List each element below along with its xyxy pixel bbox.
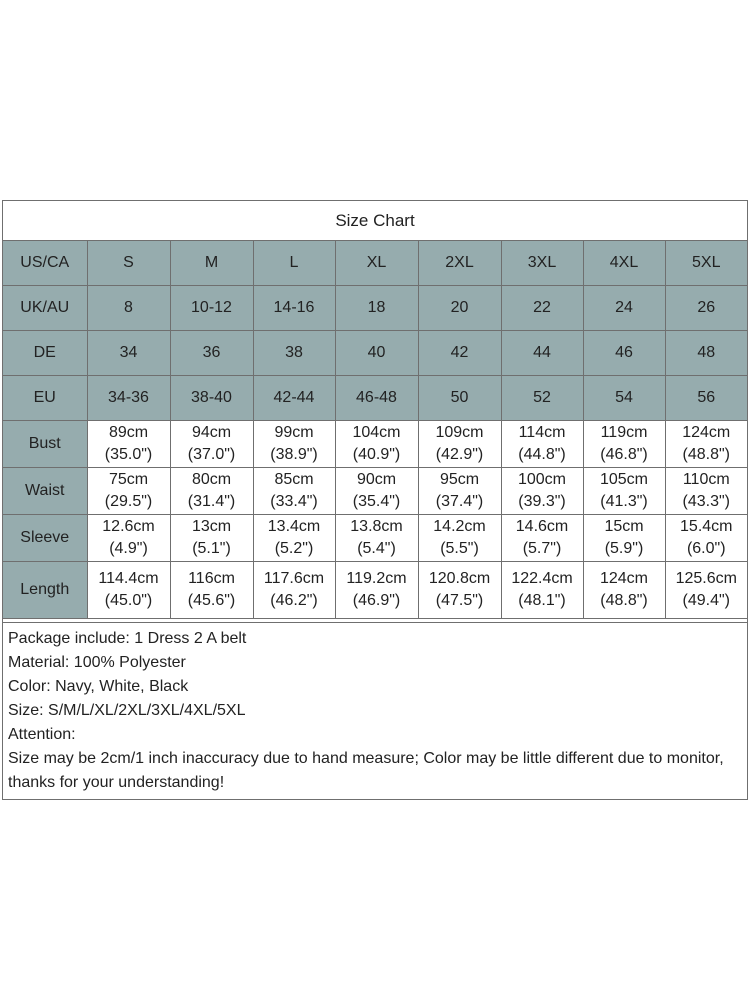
row-label: DE — [3, 331, 87, 376]
size-row — [3, 241, 747, 286]
size-cell: S — [87, 241, 170, 286]
cm-value: 94cm — [191, 424, 232, 441]
row-label: US/CA — [3, 241, 87, 286]
measure-cell — [665, 562, 747, 619]
size-row — [3, 286, 747, 331]
inch-value: (5.5") — [440, 540, 479, 557]
size-cell: 48 — [665, 331, 747, 376]
size-cell: 34 — [87, 331, 170, 376]
product-notes — [3, 622, 747, 795]
measure-cell — [665, 421, 747, 468]
size-cell: 26 — [665, 286, 747, 331]
size-row — [3, 376, 747, 421]
size-cell: 38 — [253, 331, 335, 376]
measure-cell — [253, 562, 335, 619]
measure-cell — [501, 562, 583, 619]
measure-cell — [665, 515, 747, 562]
size-cell: 14-16 — [253, 286, 335, 331]
attention-text: Size may be 2cm/1 inch inaccuracy due to hand measure; Color may be little different due to monitor, thanks for your understanding! — [8, 750, 724, 791]
measure-cell — [87, 421, 170, 468]
cm-value: 14.2cm — [433, 518, 486, 535]
row-label: Bust — [3, 421, 87, 468]
size-cell: 40 — [335, 331, 418, 376]
size-cell: 24 — [583, 286, 665, 331]
inch-value: (46.9") — [352, 592, 401, 609]
cm-value: 13.4cm — [267, 518, 321, 535]
inch-value: (48.8") — [600, 592, 648, 609]
inch-value: (37.0") — [187, 446, 236, 463]
cm-value: 89cm — [108, 424, 149, 441]
size-cell: 54 — [583, 376, 665, 421]
inch-value: (48.1") — [518, 592, 566, 609]
cm-value: 15cm — [604, 518, 644, 535]
measure-cell — [335, 515, 418, 562]
inch-value: (45.0") — [104, 592, 153, 609]
row-label: EU — [3, 376, 87, 421]
inch-value: (29.5") — [104, 493, 153, 510]
size-cell: 10-12 — [170, 286, 253, 331]
cm-value: 114cm — [518, 424, 566, 441]
inch-value: (37.4") — [435, 493, 484, 510]
measure-cell — [170, 562, 253, 619]
inch-value: (35.4") — [352, 493, 401, 510]
cm-value: 12.6cm — [102, 518, 155, 535]
inch-value: (5.1") — [192, 540, 231, 557]
cm-value: 117.6cm — [263, 570, 325, 587]
measure-cell — [170, 468, 253, 515]
measure-row — [3, 562, 747, 619]
measure-cell — [501, 468, 583, 515]
measure-cell — [253, 468, 335, 515]
measure-cell — [418, 562, 501, 619]
inch-value: (49.4") — [682, 592, 730, 609]
size-cell: 4XL — [583, 241, 665, 286]
cm-value: 15.4cm — [680, 518, 733, 535]
cm-value: 114.4cm — [98, 570, 159, 587]
cm-value: 80cm — [191, 471, 232, 488]
size-cell: 18 — [335, 286, 418, 331]
inch-value: (5.7") — [522, 540, 562, 557]
measure-cell — [253, 421, 335, 468]
measure-cell — [583, 515, 665, 562]
size-cell: L — [253, 241, 335, 286]
size-cell: 36 — [170, 331, 253, 376]
inch-value: (4.9") — [109, 540, 148, 557]
cm-value: 75cm — [108, 471, 149, 488]
cm-value: 110cm — [682, 471, 730, 488]
measure-row — [3, 515, 747, 562]
inch-value: (39.3") — [518, 493, 566, 510]
row-label: Length — [3, 562, 87, 619]
size-cell: 5XL — [665, 241, 747, 286]
inch-value: (44.8") — [518, 446, 566, 463]
measure-cell — [665, 468, 747, 515]
inch-value: (5.2") — [274, 540, 314, 557]
cm-value: 116cm — [188, 570, 235, 587]
size-cell: 3XL — [501, 241, 583, 286]
size-cell: XL — [335, 241, 418, 286]
size-table — [3, 241, 747, 619]
row-label: Sleeve — [3, 515, 87, 562]
measure-cell — [170, 515, 253, 562]
measure-cell — [87, 515, 170, 562]
measure-cell — [170, 421, 253, 468]
inch-value: (43.3") — [682, 493, 730, 510]
measure-cell — [501, 421, 583, 468]
inch-value: (6.0") — [686, 540, 726, 557]
size-cell: 46-48 — [335, 376, 418, 421]
row-label: Waist — [3, 468, 87, 515]
inch-value: (5.4") — [357, 540, 396, 557]
size-cell: 52 — [501, 376, 583, 421]
inch-value: (40.9") — [352, 446, 401, 463]
package-note: Package include: 1 Dress 2 A belt — [8, 630, 247, 647]
measure-cell — [583, 562, 665, 619]
cm-value: 90cm — [356, 471, 397, 488]
size-cell: 8 — [87, 286, 170, 331]
size-cell: 42-44 — [253, 376, 335, 421]
inch-value: (48.8") — [682, 446, 730, 463]
cm-value: 125.6cm — [675, 570, 737, 587]
size-cell: 46 — [583, 331, 665, 376]
cm-value: 119cm — [600, 424, 648, 441]
cm-value: 13.8cm — [350, 518, 403, 535]
measure-cell — [335, 468, 418, 515]
measure-cell — [583, 421, 665, 468]
cm-value: 14.6cm — [515, 518, 569, 535]
inch-value: (47.5") — [435, 592, 484, 609]
measure-cell — [418, 468, 501, 515]
cm-value: 85cm — [274, 471, 314, 488]
size-cell: 34-36 — [87, 376, 170, 421]
size-cell: 20 — [418, 286, 501, 331]
cm-value: 109cm — [435, 424, 484, 441]
measure-cell — [583, 468, 665, 515]
attention-label: Attention: — [8, 726, 76, 743]
measure-row — [3, 421, 747, 468]
size-cell: 22 — [501, 286, 583, 331]
cm-value: 124cm — [682, 424, 731, 441]
cm-value: 99cm — [274, 424, 314, 441]
cm-value: 119.2cm — [346, 570, 407, 587]
measure-row — [3, 468, 747, 515]
cm-value: 105cm — [599, 471, 649, 488]
inch-value: (46.2") — [270, 592, 318, 609]
measure-cell — [335, 562, 418, 619]
cm-value: 104cm — [352, 424, 401, 441]
measure-cell — [418, 421, 501, 468]
inch-value: (5.9") — [604, 540, 644, 557]
measure-cell — [253, 515, 335, 562]
size-cell: 50 — [418, 376, 501, 421]
inch-value: (45.6") — [187, 592, 236, 609]
measure-cell — [501, 515, 583, 562]
row-label: UK/AU — [3, 286, 87, 331]
inch-value: (42.9") — [435, 446, 484, 463]
inch-value: (46.8") — [600, 446, 648, 463]
cm-value: 122.4cm — [511, 570, 573, 587]
size-cell: M — [170, 241, 253, 286]
size-row — [3, 331, 747, 376]
size-note: Size: S/M/L/XL/2XL/3XL/4XL/5XL — [8, 702, 246, 719]
size-cell: 44 — [501, 331, 583, 376]
measure-cell — [87, 468, 170, 515]
inch-value: (35.0") — [104, 446, 153, 463]
size-cell: 42 — [418, 331, 501, 376]
chart-title: Size Chart — [3, 201, 747, 241]
inch-value: (41.3") — [600, 493, 648, 510]
inch-value: (38.9") — [270, 446, 318, 463]
cm-value: 120.8cm — [428, 570, 491, 587]
measure-cell — [87, 562, 170, 619]
size-cell: 2XL — [418, 241, 501, 286]
size-cell: 38-40 — [170, 376, 253, 421]
inch-value: (31.4") — [187, 493, 236, 510]
cm-value: 13cm — [191, 518, 232, 535]
color-note: Color: Navy, White, Black — [8, 678, 189, 695]
cm-value: 124cm — [599, 570, 649, 587]
size-cell: 56 — [665, 376, 747, 421]
measure-cell — [335, 421, 418, 468]
material-note: Material: 100% Polyester — [8, 654, 186, 671]
size-chart — [2, 200, 748, 800]
cm-value: 95cm — [439, 471, 480, 488]
cm-value: 100cm — [517, 471, 567, 488]
measure-cell — [418, 515, 501, 562]
inch-value: (33.4") — [270, 493, 318, 510]
